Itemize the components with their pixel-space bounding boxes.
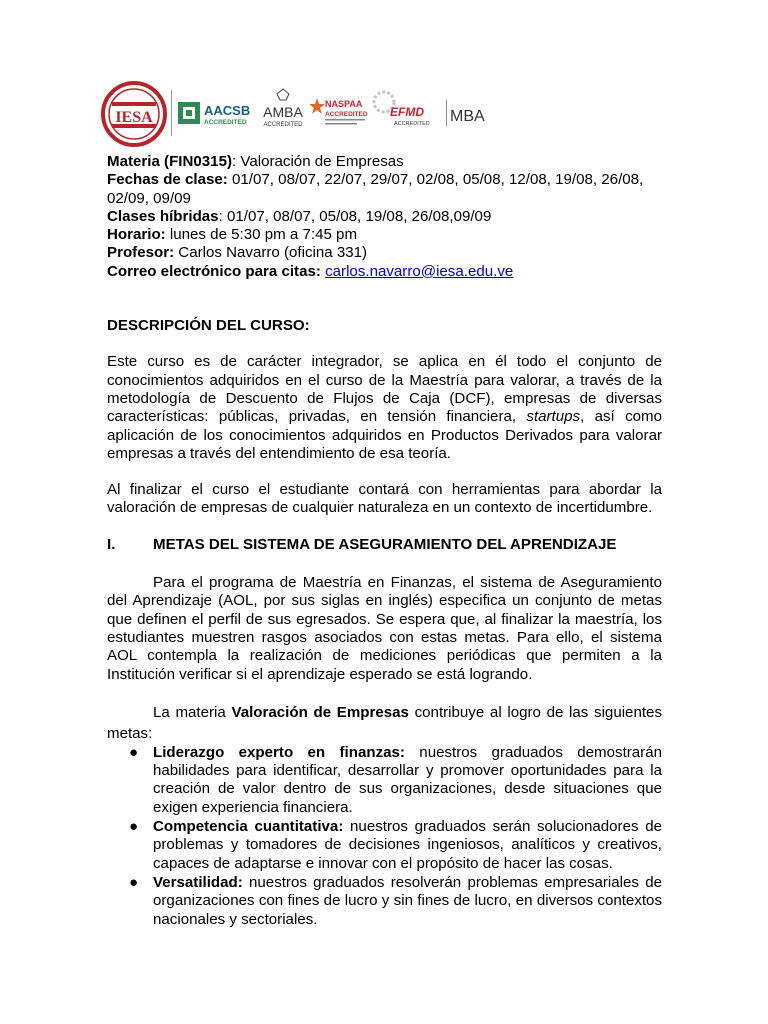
hibridas-line: Clases híbridas: 01/07, 08/07, 05/08, 19/08, 26/08,09/09	[107, 207, 492, 225]
svg-text:ACCREDITED: ACCREDITED	[325, 111, 368, 118]
list-item: ● Versatilidad: nuestros graduados resolverán problemas empresariales de organizaciones con fines de lucro y sin fines de lucro, en diversos contextos nacionales y sectoriales.	[129, 873, 662, 928]
list-item: ● Competencia cuantitativa: nuestros graduados serán solucionadores de problemas y tomadores de decisiones ingeniosos, analíticos y creativos, capaces de adaptarse e innovar con el propósito de hacer las cosas.	[129, 818, 662, 872]
section-1-paragraph-1: Para el programa de Maestría en Finanzas, el sistema de Aseguramiento del Aprendizaje (AOL, por sus siglas en inglés) especifica un conjunto de metas que definen el perfil de sus egresados. Se espera que, al finalizar la maestría, los estudiantes muestren rasgos asociados con estas metas. Para ello, el sistema AOL contempla la realización de mediciones periódicas que permiten a la Institución verificar si el aprendizaje esperado se está logrando.	[107, 574, 662, 683]
accreditation-logos	[100, 78, 490, 150]
section-1-paragraph-2: La materia Valoración de Empresas contribuye al logro de las siguientes metas:	[107, 703, 662, 742]
horario-line: Horario: lunes de 5:30 pm a 7:45 pm	[107, 226, 358, 244]
svg-text:NASPAA: NASPAA	[325, 99, 363, 109]
descripcion-paragraph-2: Al finalizar el curso el estudiante contará con herramientas para abordar la valoración de empresas de cualquier naturaleza en un contexto de incertidumbre.	[107, 481, 662, 517]
email-link[interactable]: carlos.navarro@iesa.edu.ve	[325, 262, 514, 280]
amba-logo	[260, 88, 306, 134]
section-1-heading: I. METAS DEL SISTEMA DE ASEGURAMIENTO DEL APRENDIZAJE	[107, 535, 617, 553]
materia-line: Materia (FIN0315): Valoración de Empresas	[107, 153, 404, 170]
iesa-logo-text: IESA	[115, 109, 153, 126]
descripcion-heading: DESCRIPCIÓN DEL CURSO:	[107, 317, 310, 335]
svg-text:ACCREDITED: ACCREDITED	[204, 119, 247, 126]
aacsb-logo	[178, 100, 258, 130]
bullet-icon: ●	[129, 873, 139, 891]
svg-text:ACCREDITED: ACCREDITED	[394, 121, 430, 127]
svg-text:AACSB: AACSB	[204, 103, 251, 118]
bullet-icon: ●	[129, 818, 139, 836]
naspaa-logo	[310, 94, 368, 130]
document-body	[107, 153, 662, 930]
descripcion-paragraph-1: Este curso es de carácter integrador, se aplica en él todo el conjunto de conocimientos adquiridos en el curso de la Maestría para valorar, a través de la metodología de Descuento de Flujos de Caja (DCF), empresas de diversas características: públicas, privadas, en tensión financiera, startups, así como aplicación de los conocimientos adquiridos en Productos Derivados para valorar empresas a través del entendimiento de esa teoría.	[107, 353, 662, 462]
mba-logo	[450, 104, 490, 126]
goals-list	[107, 744, 662, 929]
bullet-icon: ●	[129, 743, 139, 761]
correo-line: Correo electrónico para citas: carlos.navarro@iesa.edu.ve	[107, 262, 514, 280]
iesa-logo	[100, 80, 168, 148]
efmd-logo	[372, 90, 444, 134]
svg-text:EFMD: EFMD	[390, 105, 424, 119]
fechas-line: Fechas de clase: 01/07, 08/07, 22/07, 29/07, 02/08, 05/08, 12/08, 19/08, 26/08, 02/09, 09/09	[107, 171, 644, 207]
profesor-line: Profesor: Carlos Navarro (oficina 331)	[107, 244, 368, 262]
svg-text:MBA: MBA	[450, 108, 485, 125]
svg-text:ACCREDITED: ACCREDITED	[263, 122, 303, 128]
list-item: ● Liderazgo experto en finanzas: nuestros graduados demostrarán habilidades para identificar, desarrollar y promover oportunidades para la creación de valor dentro de sus organizaciones, desde situaciones que exigen experiencia financiera.	[129, 743, 662, 816]
svg-text:AMBA: AMBA	[263, 104, 303, 120]
